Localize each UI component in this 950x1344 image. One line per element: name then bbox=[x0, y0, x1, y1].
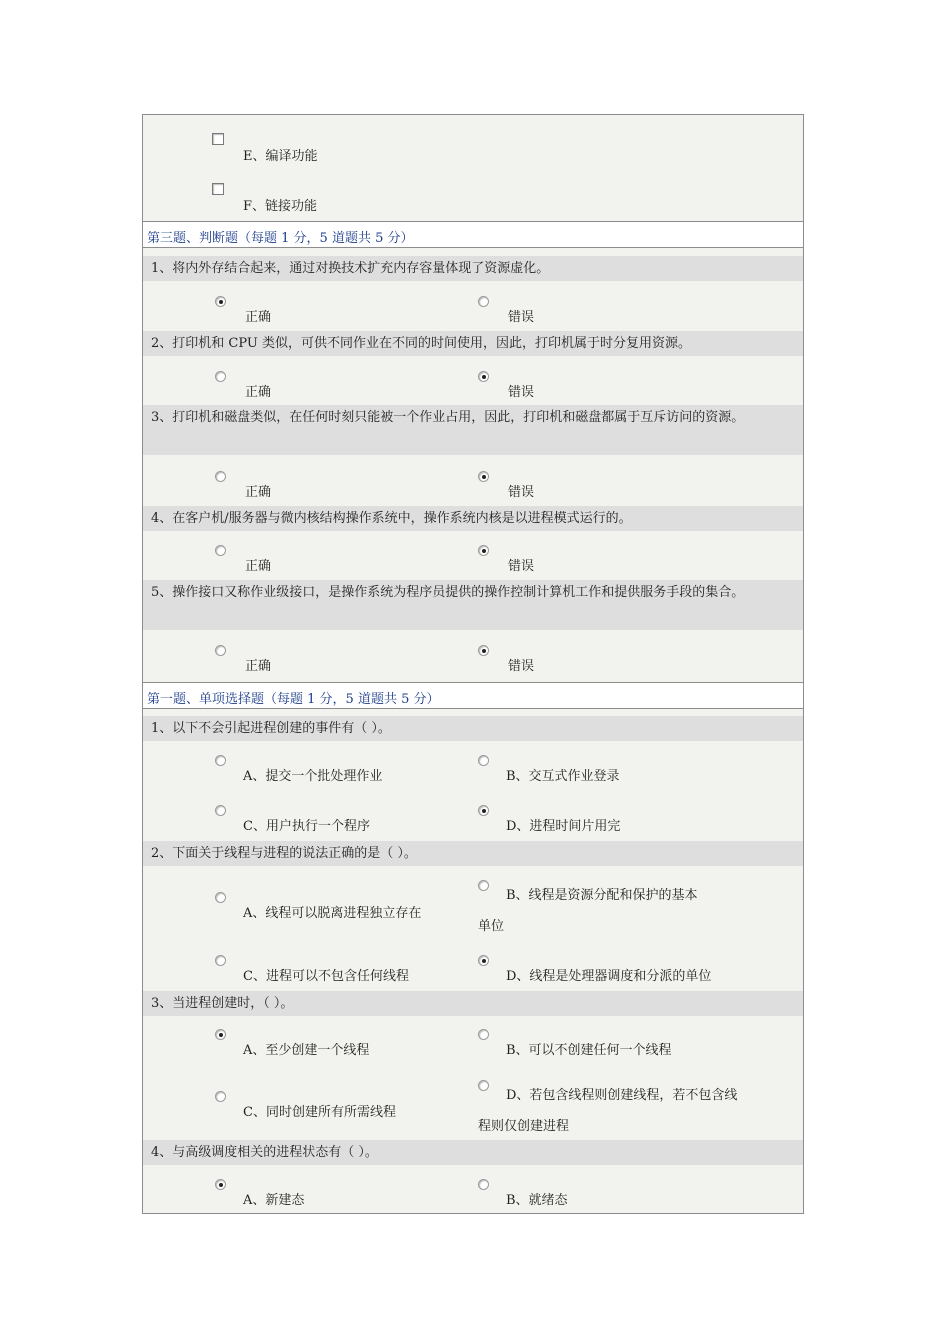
question-bar bbox=[143, 716, 803, 741]
radio-button[interactable] bbox=[478, 645, 489, 656]
option-label: 正确 bbox=[245, 485, 272, 500]
question-bar bbox=[143, 405, 803, 455]
option-label: B、交互式作业登录 bbox=[506, 769, 620, 784]
option-label: D、线程是处理器调度和分派的单位 bbox=[506, 969, 712, 984]
option-label: 错误 bbox=[508, 559, 535, 574]
radio-button[interactable] bbox=[478, 955, 489, 966]
option-label: 正确 bbox=[245, 385, 272, 400]
question-bar bbox=[143, 256, 803, 281]
option-label: D、进程时间片用完 bbox=[506, 819, 621, 834]
option-e-label: E、编译功能 bbox=[243, 149, 318, 164]
option-label: A、至少创建一个线程 bbox=[243, 1043, 370, 1058]
question-bar bbox=[143, 1140, 803, 1165]
section-header-single-choice bbox=[143, 682, 803, 709]
radio-button[interactable] bbox=[215, 755, 226, 766]
radio-button[interactable] bbox=[478, 471, 489, 482]
option-f-label: F、链接功能 bbox=[243, 199, 318, 214]
question-text: 1、以下不会引起进程创建的事件有（ ）。 bbox=[151, 721, 391, 736]
section-title: 第三题、判断题（每题 1 分，5 道题共 5 分） bbox=[147, 231, 414, 246]
checkbox-e[interactable] bbox=[212, 133, 224, 145]
option-label: C、用户执行一个程序 bbox=[243, 819, 370, 834]
radio-button[interactable] bbox=[215, 892, 226, 903]
question-bar bbox=[143, 841, 803, 866]
radio-button[interactable] bbox=[478, 1179, 489, 1190]
question-text: 5、操作接口又称作业级接口，是操作系统为程序员提供的操作控制计算机工作和提供服务手段的集合。 bbox=[151, 585, 745, 600]
option-label: A、线程可以脱离进程独立存在 bbox=[243, 906, 422, 921]
radio-button[interactable] bbox=[215, 471, 226, 482]
radio-button[interactable] bbox=[478, 1029, 489, 1040]
radio-button[interactable] bbox=[215, 1091, 226, 1102]
question-bar bbox=[143, 580, 803, 630]
radio-button[interactable] bbox=[478, 371, 489, 382]
option-label: B、就绪态 bbox=[506, 1193, 568, 1208]
option-label: 错误 bbox=[508, 485, 535, 500]
radio-button[interactable] bbox=[215, 955, 226, 966]
option-label: B、线程是资源分配和保护的基本单位 bbox=[478, 888, 698, 934]
option-label: 正确 bbox=[245, 659, 272, 674]
question-text: 2、下面关于线程与进程的说法正确的是（ ）。 bbox=[151, 846, 417, 861]
radio-button[interactable] bbox=[215, 1029, 226, 1040]
option-label: C、进程可以不包含任何线程 bbox=[243, 969, 409, 984]
radio-button[interactable] bbox=[215, 545, 226, 556]
option-label: A、新建态 bbox=[243, 1193, 305, 1208]
question-text: 3、当进程创建时，（ ）。 bbox=[151, 996, 294, 1011]
question-text: 2、打印机和 CPU 类似，可供不同作业在不同的时间使用，因此，打印机属于时分复用资源。 bbox=[151, 336, 691, 351]
question-bar bbox=[143, 991, 803, 1016]
radio-button[interactable] bbox=[478, 296, 489, 307]
question-text: 4、在客户机/服务器与微内核结构操作系统中，操作系统内核是以进程模式运行的。 bbox=[151, 511, 632, 526]
question-bar bbox=[143, 506, 803, 531]
quiz-frame bbox=[142, 114, 804, 1214]
option-label: 正确 bbox=[245, 559, 272, 574]
section-header-true-false bbox=[143, 221, 803, 248]
radio-button[interactable] bbox=[215, 296, 226, 307]
question-text: 1、将内外存结合起来，通过对换技术扩充内存容量体现了资源虚化。 bbox=[151, 261, 550, 276]
radio-button[interactable] bbox=[478, 545, 489, 556]
radio-button[interactable] bbox=[215, 371, 226, 382]
section-title: 第一题、单项选择题（每题 1 分，5 道题共 5 分） bbox=[147, 692, 440, 707]
option-label: 正确 bbox=[245, 310, 272, 325]
checkbox-f[interactable] bbox=[212, 183, 224, 195]
option-label: 错误 bbox=[508, 659, 535, 674]
radio-button[interactable] bbox=[478, 805, 489, 816]
option-label: 错误 bbox=[508, 385, 535, 400]
option-label: C、同时创建所有所需线程 bbox=[243, 1105, 396, 1120]
radio-button[interactable] bbox=[215, 1179, 226, 1190]
question-text: 4、与高级调度相关的进程状态有（ ）。 bbox=[151, 1145, 378, 1160]
radio-button[interactable] bbox=[215, 645, 226, 656]
radio-button[interactable] bbox=[215, 805, 226, 816]
option-label: A、提交一个批处理作业 bbox=[243, 769, 383, 784]
option-label: 错误 bbox=[508, 310, 535, 325]
option-label: D、若包含线程则创建线程，若不包含线程则仅创建进程 bbox=[478, 1088, 738, 1134]
question-text: 3、打印机和磁盘类似，在任何时刻只能被一个作业占用，因此，打印机和磁盘都属于互斥访问的资源。 bbox=[151, 410, 745, 425]
option-label: B、可以不创建任何一个线程 bbox=[506, 1043, 672, 1058]
question-bar bbox=[143, 331, 803, 356]
radio-button[interactable] bbox=[478, 755, 489, 766]
